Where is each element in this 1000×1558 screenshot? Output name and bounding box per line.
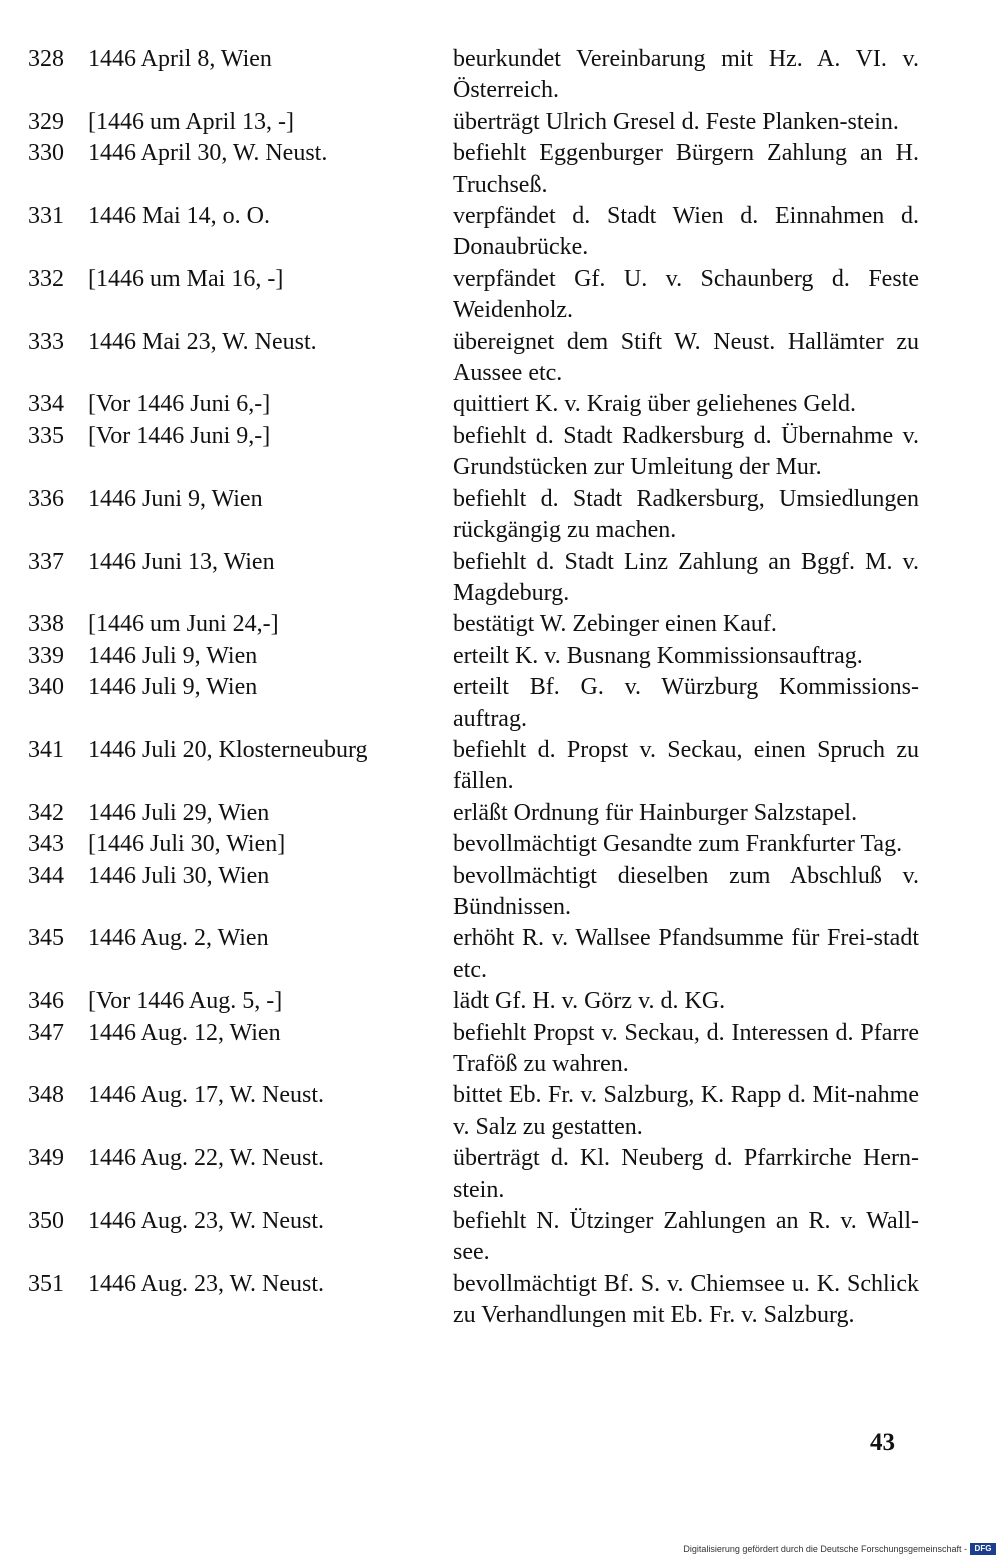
entry-date: [1446 um April 13, -] — [88, 108, 294, 135]
entry-description: übereignet dem Stift W. Neust. Hallämter zu Aussee etc. — [453, 328, 919, 387]
entry-row — [0, 798, 1000, 829]
entry-number: 330 — [28, 140, 64, 167]
entry-number: 342 — [28, 799, 64, 826]
entry-date: 1446 Aug. 12, Wien — [88, 1019, 281, 1046]
entry-number: 328 — [28, 46, 64, 72]
entry-number: 344 — [28, 862, 64, 889]
entry-description: überträgt d. Kl. Neuberg d. Pfarrkirche Hern-stein. — [453, 1145, 919, 1203]
entry-date: 1446 Mai 23, W. Neust. — [88, 328, 317, 355]
entry-row — [0, 829, 1000, 860]
entry-description: bestätigt W. Zebinger einen Kauf. — [453, 611, 777, 638]
entry-description: erteilt K. v. Busnang Kommissionsauftrag. — [453, 642, 863, 669]
entry-date: 1446 Mai 14, o. O. — [88, 203, 270, 230]
entry-row — [0, 1143, 1000, 1206]
entry-number: 337 — [28, 548, 64, 575]
entry-row — [0, 1206, 1000, 1269]
entry-row — [0, 1018, 1000, 1081]
entry-row — [0, 861, 1000, 924]
page-number: 43 — [870, 1429, 895, 1456]
entry-number: 331 — [28, 203, 64, 230]
entry-date: [Vor 1446 Juni 9,-] — [88, 422, 271, 449]
entry-date: 1446 Aug. 23, W. Neust. — [88, 1270, 325, 1297]
entry-number: 341 — [28, 736, 64, 763]
entry-date: 1446 April 8, Wien — [88, 46, 272, 72]
entry-description: bevollmächtigt Gesandte zum Frankfurter Tag. — [453, 831, 903, 858]
entry-number: 339 — [28, 642, 64, 669]
entry-date: 1446 Aug. 23, W. Neust. — [88, 1208, 325, 1235]
entry-date: [1446 Juli 30, Wien] — [88, 831, 286, 858]
entry-description: befiehlt N. Ützinger Zahlungen an R. v. Wall-see. — [453, 1208, 919, 1266]
entry-description: befiehlt d. Propst v. Seckau, einen Spruch zu fällen. — [453, 736, 919, 795]
entry-row — [0, 44, 1000, 107]
entry-number: 350 — [28, 1208, 64, 1235]
entry-description: befiehlt d. Stadt Radkersburg, Umsiedlungen rückgängig zu machen. — [453, 485, 919, 544]
regesta-list — [0, 44, 1000, 1332]
entry-number: 332 — [28, 265, 64, 292]
entry-description: bittet Eb. Fr. v. Salzburg, K. Rapp d. Mit-nahme v. Salz zu gestatten. — [453, 1082, 919, 1140]
entry-number: 333 — [28, 328, 64, 355]
entry-row — [0, 107, 1000, 138]
entry-description: überträgt Ulrich Gresel d. Feste Planken-stein. — [453, 108, 899, 135]
entry-date: 1446 Juli 30, Wien — [88, 862, 270, 889]
entry-date: 1446 Juli 20, Klosterneuburg — [88, 736, 368, 763]
entry-row — [0, 609, 1000, 640]
entry-row — [0, 264, 1000, 327]
entry-number: 335 — [28, 422, 64, 449]
entry-row — [0, 672, 1000, 735]
entry-number: 329 — [28, 108, 64, 135]
entry-number: 349 — [28, 1145, 64, 1172]
entry-description: quittiert K. v. Kraig über geliehenes Geld. — [453, 391, 856, 418]
entry-number: 348 — [28, 1082, 64, 1109]
entry-row — [0, 735, 1000, 798]
entry-row — [0, 484, 1000, 547]
entry-row — [0, 327, 1000, 390]
entry-description: beurkundet Vereinbarung mit Hz. A. VI. v. Österreich. — [453, 46, 919, 104]
entry-row — [0, 547, 1000, 610]
entry-description: verpfändet Gf. U. v. Schaunberg d. Feste Weidenholz. — [453, 265, 919, 324]
entry-description: befiehlt Propst v. Seckau, d. Interessen d. Pfarre Traföß zu wahren. — [453, 1019, 919, 1077]
entry-row — [0, 986, 1000, 1017]
entry-number: 336 — [28, 485, 64, 512]
entry-number: 351 — [28, 1270, 64, 1297]
entry-number: 338 — [28, 611, 64, 638]
entry-number: 343 — [28, 831, 64, 858]
entry-date: 1446 Aug. 22, W. Neust. — [88, 1145, 325, 1172]
entry-row — [0, 138, 1000, 201]
entry-number: 340 — [28, 674, 64, 701]
entry-description: bevollmächtigt Bf. S. v. Chiemsee u. K. Schlick zu Verhandlungen mit Eb. Fr. v. Salzburg. — [453, 1270, 919, 1329]
entry-description: befiehlt Eggenburger Bürgern Zahlung an H. Truchseß. — [453, 140, 919, 198]
entry-row — [0, 641, 1000, 672]
entry-row — [0, 1269, 1000, 1332]
entry-description: befiehlt d. Stadt Radkersburg d. Übernahme v. Grundstücken zur Umleitung der Mur. — [453, 422, 919, 481]
entry-description: erläßt Ordnung für Hainburger Salzstapel. — [453, 799, 858, 826]
entry-row — [0, 389, 1000, 420]
entry-description: erhöht R. v. Wallsee Pfandsumme für Frei-stadt etc. — [453, 925, 919, 983]
entry-date: 1446 April 30, W. Neust. — [88, 140, 328, 167]
entry-date: [1446 um Juni 24,-] — [88, 611, 279, 638]
entry-number: 346 — [28, 988, 64, 1015]
entry-date: 1446 Juni 9, Wien — [88, 485, 263, 512]
entry-date: 1446 Juli 29, Wien — [88, 799, 270, 826]
entry-date: [Vor 1446 Juni 6,-] — [88, 391, 271, 418]
dfg-logo: DFG — [970, 1543, 996, 1555]
entry-number: 345 — [28, 925, 64, 952]
entry-description: verpfändet d. Stadt Wien d. Einnahmen d. Donaubrücke. — [453, 203, 919, 261]
footer-text: Digitalisierung gefördert durch die Deutsche Forschungsgemeinschaft - — [683, 1544, 967, 1554]
entry-row — [0, 201, 1000, 264]
entry-date: [1446 um Mai 16, -] — [88, 265, 284, 292]
entry-description: erteilt Bf. G. v. Würzburg Kommissions-auftrag. — [453, 674, 919, 732]
entry-description: befiehlt d. Stadt Linz Zahlung an Bggf. M. v. Magdeburg. — [453, 548, 919, 606]
entry-row — [0, 923, 1000, 986]
entry-date: 1446 Aug. 17, W. Neust. — [88, 1082, 325, 1109]
entry-date: 1446 Juni 13, Wien — [88, 548, 275, 575]
footer-credit — [683, 1543, 996, 1555]
entry-date: 1446 Juli 9, Wien — [88, 642, 258, 669]
entry-number: 347 — [28, 1019, 64, 1046]
entry-row — [0, 421, 1000, 484]
entry-description: lädt Gf. H. v. Görz v. d. KG. — [453, 988, 726, 1015]
entry-date: 1446 Aug. 2, Wien — [88, 925, 269, 952]
entry-description: bevollmächtigt dieselben zum Abschluß v. Bündnissen. — [453, 862, 919, 920]
entry-date: [Vor 1446 Aug. 5, -] — [88, 988, 283, 1015]
entry-number: 334 — [28, 391, 64, 418]
entry-row — [0, 1080, 1000, 1143]
entry-date: 1446 Juli 9, Wien — [88, 674, 258, 701]
